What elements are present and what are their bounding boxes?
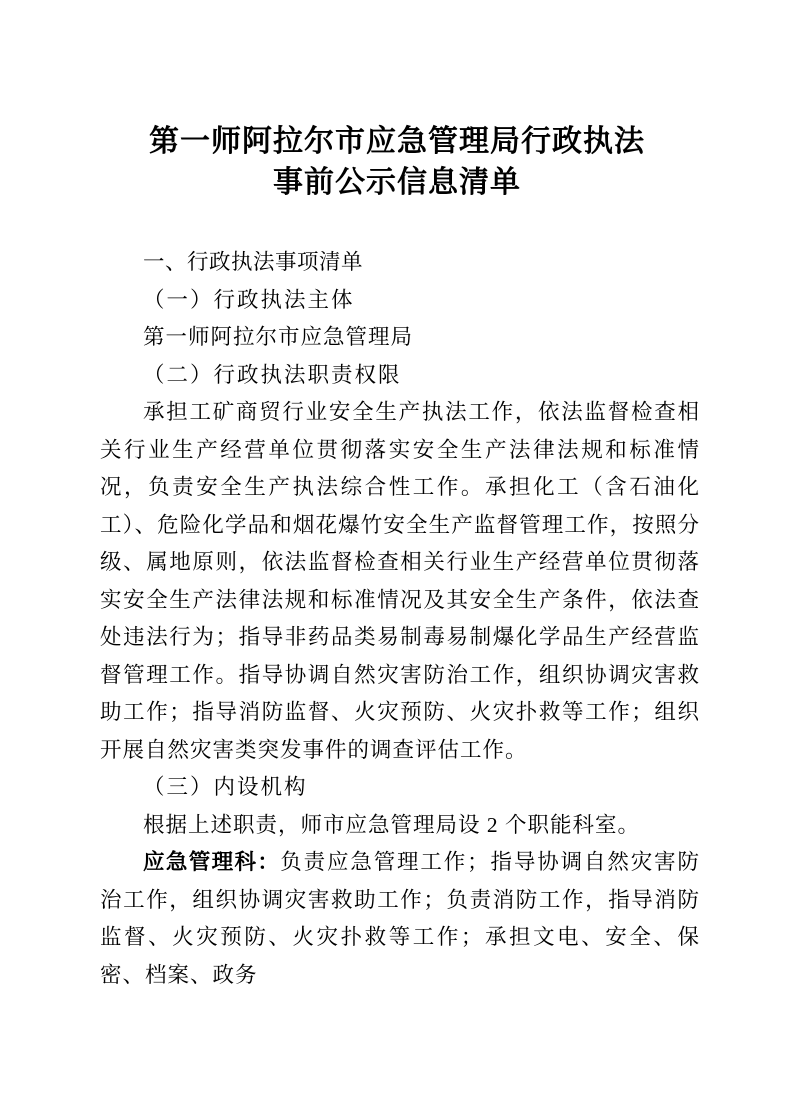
dept-emergency-management-description: 负责应急管理工作；指导协调自然灾害防治工作，组织协调灾害救助工作；负责消防工作，指导消防监督、火灾预防、火灾扑救等工作；承担文电、安全、保密、档案、政务 (100, 850, 700, 987)
subsection-heading-duties-authority: （二）行政执法职责权限 (143, 362, 402, 387)
document-title-line-1: 第一师阿拉尔市应急管理局行政执法 (149, 125, 645, 158)
document-body (100, 244, 700, 994)
enforcement-subject-text: 第一师阿拉尔市应急管理局 (143, 325, 414, 349)
subsection-heading-internal-organs: （三）内设机构 (143, 775, 308, 799)
document-title-line-2: 事前公示信息清单 (273, 166, 521, 199)
dept-emergency-management-paragraph (100, 844, 700, 994)
document-title (97, 121, 697, 203)
internal-organs-intro: 根据上述职责，师市应急管理局设 2 个职能科室。 (143, 812, 641, 837)
subsection-heading-enforcement-subject: （一）行政执法主体 (143, 287, 355, 312)
duties-authority-paragraph: 承担工矿商贸行业安全生产执法工作，依法监督检查相关行业生产经营单位贯彻落实安全生产法律法规和标准情况，负责安全生产执法综合性工作。承担化工（含石油化工）、危险化学品和烟花爆竹安全生产监督管理工作，按照分级、属地原则，依法监督检查相关行业生产经营单位贯彻落实安全生产法律法规和标准情况及其安全生产条件，依法查处违法行为；指导非药品类易制毒易制爆化学品生产经营监督管理工作。指导协调自然灾害防治工作，组织协调灾害救助工作；指导消防监督、火灾预防、火灾扑救等工作；组织开展自然灾害类突发事件的调查评估工作。 (100, 400, 700, 762)
dept-emergency-management-label: 应急管理科： (143, 850, 281, 874)
section-heading-enforcement-items: 一、行政执法事项清单 (143, 250, 364, 274)
